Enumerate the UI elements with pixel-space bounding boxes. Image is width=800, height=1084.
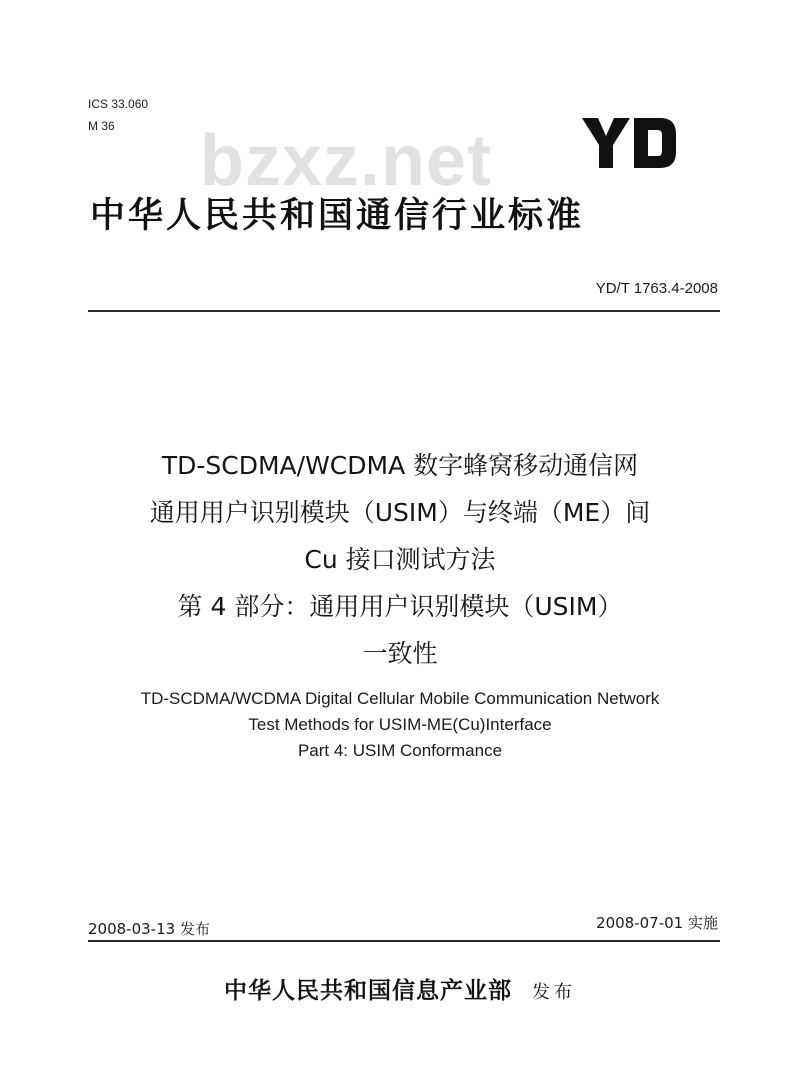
implementation-date: 2008-07-01 实施: [596, 914, 718, 932]
chinese-title: [60, 442, 740, 677]
standard-number: YD/T 1763.4-2008: [595, 280, 718, 297]
english-title: [60, 686, 740, 764]
chinese-title-line-5: 一致性: [362, 639, 438, 668]
publisher: [0, 972, 800, 1005]
top-divider: [88, 310, 720, 312]
english-title-line-2: Test Methods for USIM-ME(Cu)Interface: [248, 715, 552, 734]
english-title-line-1: TD-SCDMA/WCDMA Digital Cellular Mobile Communication Network: [140, 689, 660, 708]
ics-code: ICS 33.060: [88, 97, 149, 111]
chinese-title-line-4: 第 4 部分：通用用户识别模块（USIM）: [177, 592, 623, 621]
watermark: bzxz.net: [200, 121, 493, 201]
bottom-divider: [88, 940, 720, 942]
chinese-title-line-2: 通用用户识别模块（USIM）与终端（ME）间: [149, 498, 651, 527]
english-title-line-3: Part 4: USIM Conformance: [297, 741, 503, 760]
publisher-organization: 中华人民共和国信息产业部: [224, 978, 512, 1004]
issue-date: 2008-03-13 发布: [88, 920, 210, 938]
yd-logo: [582, 118, 678, 170]
chinese-title-line-1: TD-SCDMA/WCDMA 数字蜂窝移动通信网: [161, 451, 639, 480]
publisher-action: 发布: [532, 982, 576, 1003]
ccs-code: M 36: [88, 119, 115, 133]
classification-codes: [88, 93, 148, 137]
chinese-title-line-3: Cu 接口测试方法: [304, 545, 496, 574]
standard-category-title: 中华人民共和国通信行业标准: [90, 196, 585, 236]
